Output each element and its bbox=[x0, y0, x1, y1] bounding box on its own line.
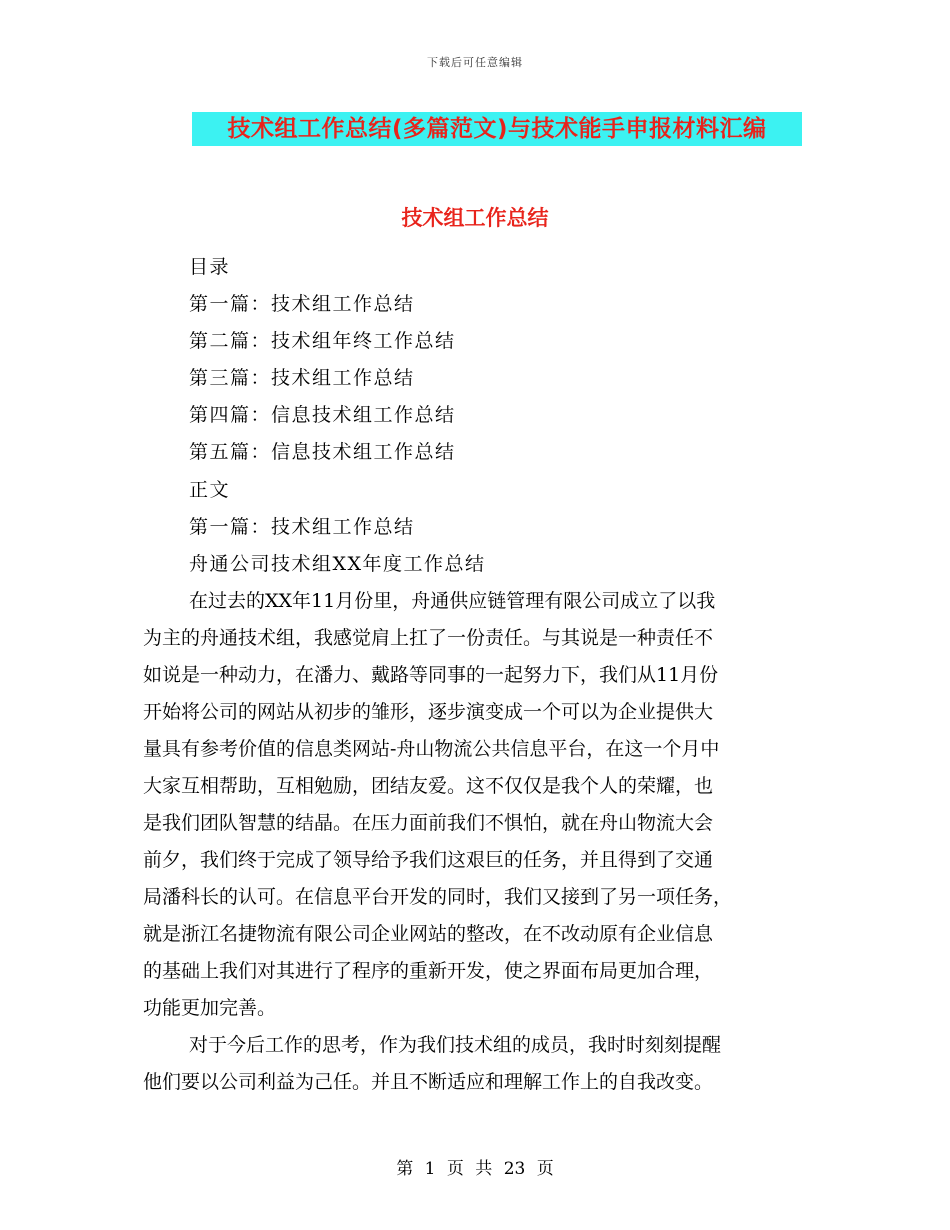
paragraph-line: 局潘科长的认可。在信息平台开发的同时，我们又接到了另一项任务， bbox=[143, 886, 733, 908]
toc-item: 第二篇：技术组年终工作总结 bbox=[189, 330, 456, 352]
paragraph-line: 在过去的XX年11月份里，舟通供应链管理有限公司成立了以我 bbox=[189, 590, 716, 612]
paragraph-line: 大家互相帮助，互相勉励，团结友爱。这不仅仅是我个人的荣耀，也 bbox=[143, 775, 714, 797]
toc-item: 第五篇：信息技术组工作总结 bbox=[189, 441, 456, 463]
page-footer: 第 1 页 共 23 页 bbox=[396, 1159, 554, 1179]
paragraph-line: 功能更加完善。 bbox=[143, 997, 277, 1019]
page-title: 技术组工作总结(多篇范文)与技术能手申报材料汇编 bbox=[227, 116, 767, 142]
paragraph-line: 就是浙江名捷物流有限公司企业网站的整改，在不改动原有企业信息 bbox=[143, 923, 714, 945]
toc-item: 第三篇：技术组工作总结 bbox=[189, 367, 415, 389]
toc-item: 第一篇：技术组工作总结 bbox=[189, 293, 415, 315]
section-title: 技术组工作总结 bbox=[401, 206, 549, 230]
paragraph-line: 前夕，我们终于完成了领导给予我们这艰巨的任务，并且得到了交通 bbox=[143, 849, 714, 871]
paragraph-line: 开始将公司的网站从初步的雏形，逐步演变成一个可以为企业提供大 bbox=[143, 701, 714, 723]
body-heading: 正文 bbox=[189, 479, 231, 501]
paragraph-line: 的基础上我们对其进行了程序的重新开发，使之界面布局更加合理， bbox=[143, 960, 714, 982]
toc-heading: 目录 bbox=[189, 256, 231, 278]
paragraph-line: 为主的舟通技术组，我感觉肩上扛了一份责任。与其说是一种责任不 bbox=[143, 627, 714, 649]
paragraph-line: 如说是一种动力，在潘力、戴路等同事的一起努力下，我们从11月份 bbox=[143, 664, 719, 686]
paragraph-line: 他们要以公司利益为己任。并且不断适应和理解工作上的自我改变。 bbox=[143, 1071, 714, 1093]
article-subtitle: 舟通公司技术组XX年度工作总结 bbox=[189, 553, 486, 575]
header-note: 下载后可任意编辑 bbox=[427, 56, 523, 69]
article-title: 第一篇：技术组工作总结 bbox=[189, 516, 415, 538]
toc-item: 第四篇：信息技术组工作总结 bbox=[189, 404, 456, 426]
paragraph-line: 对于今后工作的思考，作为我们技术组的成员，我时时刻刻提醒 bbox=[189, 1034, 722, 1056]
paragraph-line: 是我们团队智慧的结晶。在压力面前我们不惧怕，就在舟山物流大会 bbox=[143, 812, 714, 834]
paragraph-line: 量具有参考价值的信息类网站-舟山物流公共信息平台，在这一个月中 bbox=[143, 738, 720, 760]
